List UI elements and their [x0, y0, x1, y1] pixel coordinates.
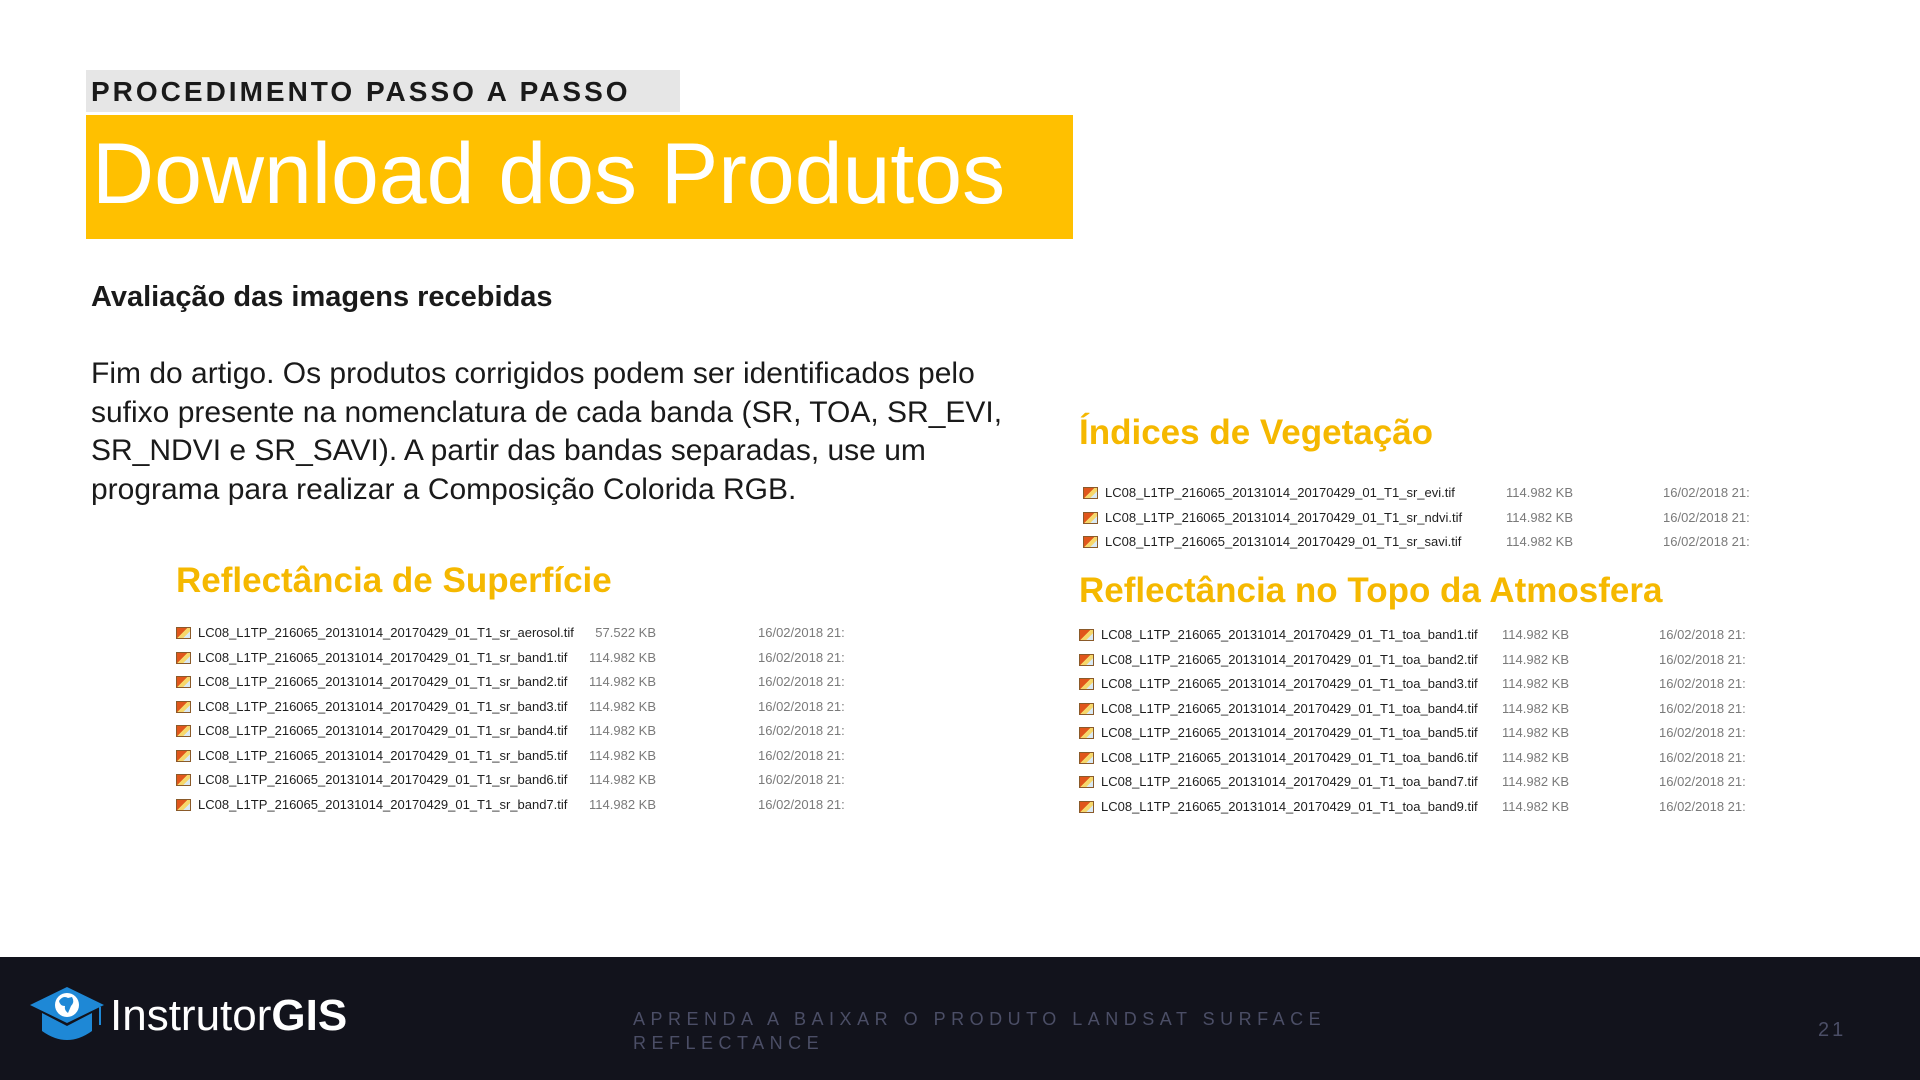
image-file-icon	[1079, 678, 1094, 690]
file-row[interactable]	[1079, 697, 1749, 722]
image-file-icon	[1079, 801, 1094, 813]
file-name: LC08_L1TP_216065_20131014_20170429_01_T1_toa_band1.tif	[1101, 627, 1478, 642]
file-date: 16/02/2018 21:	[758, 649, 845, 665]
image-file-icon	[176, 701, 191, 713]
file-row[interactable]	[1079, 672, 1749, 697]
file-row[interactable]	[1083, 506, 1753, 531]
file-date: 16/02/2018 21:	[1659, 651, 1746, 667]
file-name: LC08_L1TP_216065_20131014_20170429_01_T1_sr_band6.tif	[198, 772, 568, 787]
surface-reflectance-title: Reflectância de Superfície	[176, 561, 612, 600]
file-date: 16/02/2018 21:	[1659, 774, 1746, 789]
file-size: 114.982 KB	[589, 649, 656, 665]
image-file-icon	[176, 799, 191, 811]
file-name: LC08_L1TP_216065_20131014_20170429_01_T1_toa_band5.tif	[1101, 725, 1478, 740]
file-date: 16/02/2018 21:	[758, 625, 845, 640]
file-name: LC08_L1TP_216065_20131014_20170429_01_T1_sr_band3.tif	[198, 698, 568, 714]
file-date: 16/02/2018 21:	[1659, 700, 1746, 716]
file-row[interactable]	[176, 670, 846, 695]
instrutorgis-logo	[28, 985, 358, 1055]
file-row[interactable]	[176, 768, 846, 793]
file-name: LC08_L1TP_216065_20131014_20170429_01_T1_toa_band9.tif	[1101, 798, 1478, 814]
file-size: 114.982 KB	[589, 796, 656, 812]
image-file-icon	[1079, 703, 1094, 715]
file-name: LC08_L1TP_216065_20131014_20170429_01_T1_toa_band2.tif	[1101, 651, 1478, 667]
file-date: 16/02/2018 21:	[758, 674, 845, 689]
file-date: 16/02/2018 21:	[758, 747, 845, 763]
logo-wordmark: InstrutorGIS	[110, 991, 348, 1040]
page-number: 21	[1818, 1019, 1847, 1041]
toa-reflectance-title: Reflectância no Topo da Atmosfera	[1079, 571, 1663, 610]
file-date: 16/02/2018 21:	[1659, 798, 1746, 814]
file-name: LC08_L1TP_216065_20131014_20170429_01_T1_sr_ndvi.tif	[1105, 509, 1463, 525]
footer-bar	[0, 957, 1920, 1080]
file-name: LC08_L1TP_216065_20131014_20170429_01_T1_sr_aerosol.tif	[198, 625, 574, 640]
file-size: 114.982 KB	[589, 772, 656, 787]
file-date: 16/02/2018 21:	[1659, 749, 1746, 765]
file-name: LC08_L1TP_216065_20131014_20170429_01_T1_sr_band7.tif	[198, 796, 568, 812]
file-size: 114.982 KB	[1506, 485, 1573, 500]
file-row[interactable]	[1079, 795, 1749, 820]
image-file-icon	[1083, 512, 1098, 524]
image-file-icon	[176, 774, 191, 786]
image-file-icon	[176, 652, 191, 664]
title-band	[86, 115, 1073, 239]
file-row[interactable]	[1079, 721, 1749, 746]
file-date: 16/02/2018 21:	[1659, 627, 1746, 642]
image-file-icon	[1079, 654, 1094, 666]
file-row[interactable]	[176, 646, 846, 671]
file-name: LC08_L1TP_216065_20131014_20170429_01_T1_toa_band4.tif	[1101, 700, 1478, 716]
file-date: 16/02/2018 21:	[1663, 509, 1750, 525]
file-date: 16/02/2018 21:	[1659, 676, 1746, 691]
file-row[interactable]	[176, 695, 846, 720]
file-row[interactable]	[1079, 648, 1749, 673]
file-date: 16/02/2018 21:	[1663, 485, 1750, 500]
file-size: 114.982 KB	[589, 723, 656, 738]
image-file-icon	[1079, 727, 1094, 739]
file-name: LC08_L1TP_216065_20131014_20170429_01_T1_sr_band2.tif	[198, 674, 568, 689]
file-size: 114.982 KB	[1502, 700, 1569, 716]
file-row[interactable]	[176, 719, 846, 744]
image-file-icon	[176, 627, 191, 639]
slide-title: Download dos Produtos	[92, 126, 1006, 222]
file-size: 114.982 KB	[1502, 725, 1569, 740]
vegetation-file-list	[1083, 481, 1753, 555]
file-row[interactable]	[1083, 530, 1753, 555]
file-row[interactable]	[176, 744, 846, 769]
body-paragraph: Fim do artigo. Os produtos corrigidos podem ser identificados pelo sufixo presente na nomenclatura de cada banda (SR, TOA, SR_EVI, SR_NDVI e SR_SAVI). A partir das bandas separadas, use um programa para realizar a Composição Colorida RGB.	[91, 357, 1003, 506]
file-size: 114.982 KB	[1502, 676, 1569, 691]
image-file-icon	[176, 676, 191, 688]
file-date: 16/02/2018 21:	[758, 698, 845, 714]
file-date: 16/02/2018 21:	[758, 723, 845, 738]
file-name: LC08_L1TP_216065_20131014_20170429_01_T1_toa_band6.tif	[1101, 749, 1478, 765]
file-size: 114.982 KB	[589, 674, 656, 689]
file-date: 16/02/2018 21:	[1663, 534, 1750, 549]
file-size: 114.982 KB	[1502, 749, 1569, 765]
file-size: 114.982 KB	[589, 747, 656, 763]
file-size: 114.982 KB	[1502, 627, 1569, 642]
image-file-icon	[1079, 752, 1094, 764]
file-row[interactable]	[1083, 481, 1753, 506]
file-name: LC08_L1TP_216065_20131014_20170429_01_T1_sr_band4.tif	[198, 723, 568, 738]
file-size: 114.982 KB	[1502, 774, 1569, 789]
file-size: 57.522 KB	[595, 625, 656, 640]
file-size: 114.982 KB	[589, 698, 656, 714]
file-name: LC08_L1TP_216065_20131014_20170429_01_T1_sr_evi.tif	[1105, 485, 1455, 500]
footer-caption: APRENDA A BAIXAR O PRODUTO LANDSAT SURFACE REFLECTANCE	[633, 1009, 1327, 1053]
image-file-icon	[1079, 776, 1094, 788]
file-name: LC08_L1TP_216065_20131014_20170429_01_T1_sr_band5.tif	[198, 747, 568, 763]
file-name: LC08_L1TP_216065_20131014_20170429_01_T1_sr_savi.tif	[1105, 534, 1462, 549]
file-size: 114.982 KB	[1506, 534, 1573, 549]
image-file-icon	[176, 750, 191, 762]
file-size: 114.982 KB	[1502, 798, 1569, 814]
file-row[interactable]	[176, 793, 846, 818]
file-name: LC08_L1TP_216065_20131014_20170429_01_T1_sr_band1.tif	[198, 649, 568, 665]
file-size: 114.982 KB	[1502, 651, 1569, 667]
file-row[interactable]	[176, 621, 846, 646]
file-size: 114.982 KB	[1506, 509, 1573, 525]
image-file-icon	[1083, 536, 1098, 548]
file-date: 16/02/2018 21:	[758, 772, 845, 787]
graduation-cap-globe-icon	[28, 985, 106, 1055]
section-kicker: PROCEDIMENTO PASSO A PASSO	[86, 70, 680, 112]
surface-file-list	[176, 621, 846, 817]
subheading: Avaliação das imagens recebidas	[91, 281, 553, 313]
file-name: LC08_L1TP_216065_20131014_20170429_01_T1_toa_band7.tif	[1101, 774, 1478, 789]
file-row[interactable]	[1079, 746, 1749, 771]
file-date: 16/02/2018 21:	[1659, 725, 1746, 740]
file-date: 16/02/2018 21:	[758, 796, 845, 812]
image-file-icon	[176, 725, 191, 737]
file-row[interactable]	[1079, 770, 1749, 795]
image-file-icon	[1079, 629, 1094, 641]
file-name: LC08_L1TP_216065_20131014_20170429_01_T1_toa_band3.tif	[1101, 676, 1478, 691]
vegetation-index-title: Índices de Vegetação	[1079, 413, 1434, 452]
toa-file-list	[1079, 623, 1749, 819]
file-row[interactable]	[1079, 623, 1749, 648]
image-file-icon	[1083, 487, 1098, 499]
